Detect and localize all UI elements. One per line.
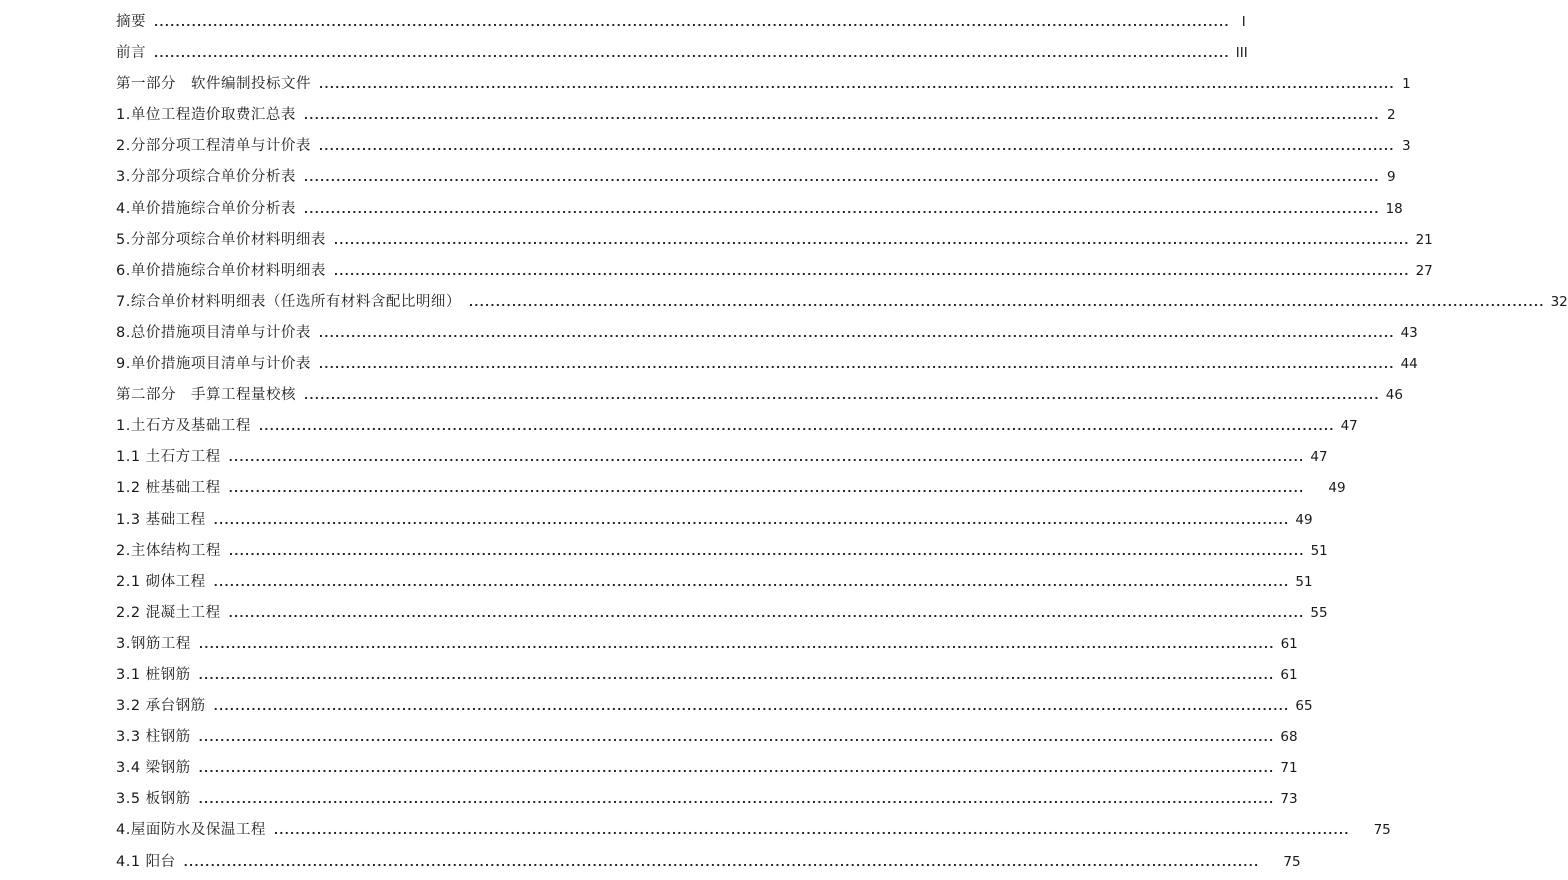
toc-entry-title: 3.2 承台钢筋 [116, 698, 206, 715]
toc-entry-title: 7.综合单价材料明细表（任选所有材料含配比明细） [116, 293, 461, 310]
toc-entry-page-number: 27 [1415, 262, 1433, 279]
toc-entry[interactable] [116, 7, 1246, 38]
toc-entry-page-number: 75 [1283, 853, 1301, 870]
toc-entry-page-number: 65 [1295, 698, 1313, 715]
toc-entry-title: 摘要 [116, 14, 146, 30]
toc-entry[interactable] [116, 100, 1396, 131]
toc-entry-title: 3.1 桩钢筋 [116, 666, 191, 683]
toc-dot-leader: ........................................................................................................................................................................................................ [318, 358, 1395, 372]
toc-dot-leader: ........................................................................................................................................................................................................ [154, 16, 1230, 29]
toc-dot-leader: ........................................................................................................................................................................................................ [318, 140, 1395, 154]
toc-dot-leader: ........................................................................................................................................................................................................ [198, 793, 1275, 807]
toc-dot-leader: ........................................................................................................................................................................................................ [303, 109, 1380, 123]
toc-entry-title: 3.钢筋工程 [116, 635, 191, 652]
toc-entry-title: 第一部分 软件编制投标文件 [116, 76, 311, 93]
toc-entry[interactable] [116, 847, 1301, 878]
toc-entry[interactable] [116, 629, 1298, 660]
toc-dot-leader: ........................................................................................................................................................................................................ [198, 637, 1275, 651]
toc-dot-leader: ........................................................................................................................................................................................................ [333, 233, 1410, 247]
toc-dot-leader: ........................................................................................................................................................................................................ [273, 824, 1350, 838]
toc-entry-page-number: 43 [1400, 324, 1418, 341]
toc-dot-leader: ........................................................................................................................................................................................................ [303, 202, 1380, 216]
toc-entry-title: 4.屋面防水及保温工程 [116, 822, 266, 839]
toc-entry[interactable] [116, 567, 1313, 598]
toc-entry-title: 4.1 阳台 [116, 853, 176, 870]
toc-dot-leader: ........................................................................................................................................................................................................ [183, 855, 1260, 869]
toc-entry[interactable] [116, 287, 1568, 318]
toc-entry-page-number: I [1241, 14, 1246, 30]
toc-entry-title: 2.1 砌体工程 [116, 573, 206, 590]
toc-entry-page-number: 3 [1402, 138, 1411, 155]
toc-entry[interactable] [116, 598, 1328, 629]
toc-dot-leader: ........................................................................................................................................................................................................ [154, 47, 1230, 61]
toc-entry-page-number: 46 [1385, 387, 1403, 404]
toc-entry[interactable] [116, 69, 1411, 100]
toc-entry-title: 1.3 基础工程 [116, 511, 206, 528]
toc-entry[interactable] [116, 505, 1313, 536]
toc-entry-title: 4.单价措施综合单价分析表 [116, 200, 296, 217]
toc-entry-page-number: 51 [1310, 542, 1328, 559]
toc-entry[interactable] [116, 784, 1298, 815]
toc-entry-title: 前言 [116, 45, 146, 62]
toc-entry[interactable] [116, 536, 1328, 567]
toc-dot-leader: ........................................................................................................................................................................................................ [228, 482, 1305, 496]
toc-entry-page-number: III [1235, 45, 1248, 62]
toc-entry-title: 8.总价措施项目清单与计价表 [116, 324, 311, 341]
toc-entry-title: 1.1 土石方工程 [116, 449, 221, 466]
toc-entry-page-number: 71 [1280, 760, 1298, 777]
toc-entry[interactable] [116, 660, 1298, 691]
toc-entry-page-number: 68 [1280, 729, 1298, 746]
toc-entry-title: 1.土石方及基础工程 [116, 418, 251, 435]
toc-entry[interactable] [116, 722, 1298, 753]
toc-entry-title: 3.4 梁钢筋 [116, 760, 191, 777]
toc-entry-page-number: 18 [1385, 200, 1403, 217]
toc-entry-page-number: 61 [1280, 635, 1298, 652]
toc-entry[interactable] [116, 349, 1418, 380]
toc-entry[interactable] [116, 162, 1396, 193]
toc-dot-leader: ........................................................................................................................................................................................................ [318, 326, 1395, 340]
toc-entry-page-number: 47 [1340, 418, 1358, 435]
toc-entry-title: 2.2 混凝土工程 [116, 604, 221, 621]
toc-dot-leader: ........................................................................................................................................................................................................ [198, 731, 1275, 745]
toc-entry-page-number: 55 [1310, 604, 1328, 621]
toc-entry-page-number: 75 [1373, 822, 1391, 839]
toc-entry[interactable] [116, 753, 1298, 784]
toc-entry-page-number: 44 [1400, 356, 1418, 373]
toc-entry-title: 3.3 柱钢筋 [116, 729, 191, 746]
toc-entry-page-number: 49 [1328, 480, 1346, 497]
toc-entry[interactable] [116, 380, 1403, 411]
toc-dot-leader: ........................................................................................................................................................................................................ [304, 389, 1380, 403]
toc-entry[interactable] [116, 225, 1433, 256]
toc-dot-leader: ........................................................................................................................................................................................................ [333, 264, 1410, 278]
toc-entry-page-number: 1 [1402, 76, 1411, 93]
toc-dot-leader: ........................................................................................................................................................................................................ [198, 762, 1275, 776]
toc-entry-title: 3.5 板钢筋 [116, 791, 191, 808]
toc-entry-page-number: 47 [1310, 449, 1328, 466]
toc-entry[interactable] [116, 442, 1328, 473]
toc-dot-leader: ........................................................................................................................................................................................................ [258, 420, 1335, 434]
toc-entry-page-number: 9 [1387, 169, 1396, 186]
toc-entry-title: 2.分部分项工程清单与计价表 [116, 138, 311, 155]
toc-entry-page-number: 73 [1280, 791, 1298, 808]
toc-entry-title: 1.单位工程造价取费汇总表 [116, 107, 296, 124]
toc-entry-title: 3.分部分项综合单价分析表 [116, 169, 296, 186]
toc-entry[interactable] [116, 473, 1346, 504]
toc-entry-page-number: 32 [1550, 293, 1568, 310]
toc-entry-title: 6.单价措施综合单价材料明细表 [116, 262, 326, 279]
toc-entry-title: 1.2 桩基础工程 [116, 480, 221, 497]
toc-entry[interactable] [116, 691, 1313, 722]
toc-entry[interactable] [116, 318, 1418, 349]
toc-entry[interactable] [116, 411, 1358, 442]
toc-dot-leader: ........................................................................................................................................................................................................ [213, 575, 1290, 589]
toc-entry-page-number: 49 [1295, 511, 1313, 528]
toc-dot-leader: ........................................................................................................................................................................................................ [213, 513, 1290, 527]
toc-dot-leader: ........................................................................................................................................................................................................ [468, 295, 1545, 309]
toc-dot-leader: ........................................................................................................................................................................................................ [228, 606, 1305, 620]
toc-entry-page-number: 51 [1295, 573, 1313, 590]
toc-entry[interactable] [116, 194, 1403, 225]
toc-entry-page-number: 61 [1280, 666, 1298, 683]
toc-entry-page-number: 21 [1415, 231, 1433, 248]
toc-dot-leader: ........................................................................................................................................................................................................ [213, 700, 1290, 714]
toc-dot-leader: ........................................................................................................................................................................................................ [228, 451, 1305, 465]
toc-entry-title: 第二部分 手算工程量校核 [116, 387, 296, 404]
toc-entry[interactable] [116, 131, 1411, 162]
toc-entry-title: 2.主体结构工程 [116, 542, 221, 559]
toc-entry[interactable] [116, 256, 1433, 287]
toc-entry-page-number: 2 [1387, 107, 1396, 124]
toc-dot-leader: ........................................................................................................................................................................................................ [303, 171, 1380, 185]
toc-dot-leader: ........................................................................................................................................................................................................ [228, 544, 1305, 558]
toc-entry-title: 9.单价措施项目清单与计价表 [116, 356, 311, 373]
toc-dot-leader: ........................................................................................................................................................................................................ [198, 668, 1275, 682]
toc-entry[interactable] [116, 815, 1391, 846]
toc-entry-title: 5.分部分项综合单价材料明细表 [116, 231, 326, 248]
toc-entry[interactable] [116, 38, 1248, 69]
table-of-contents [116, 7, 1568, 878]
toc-dot-leader: ........................................................................................................................................................................................................ [319, 78, 1395, 92]
